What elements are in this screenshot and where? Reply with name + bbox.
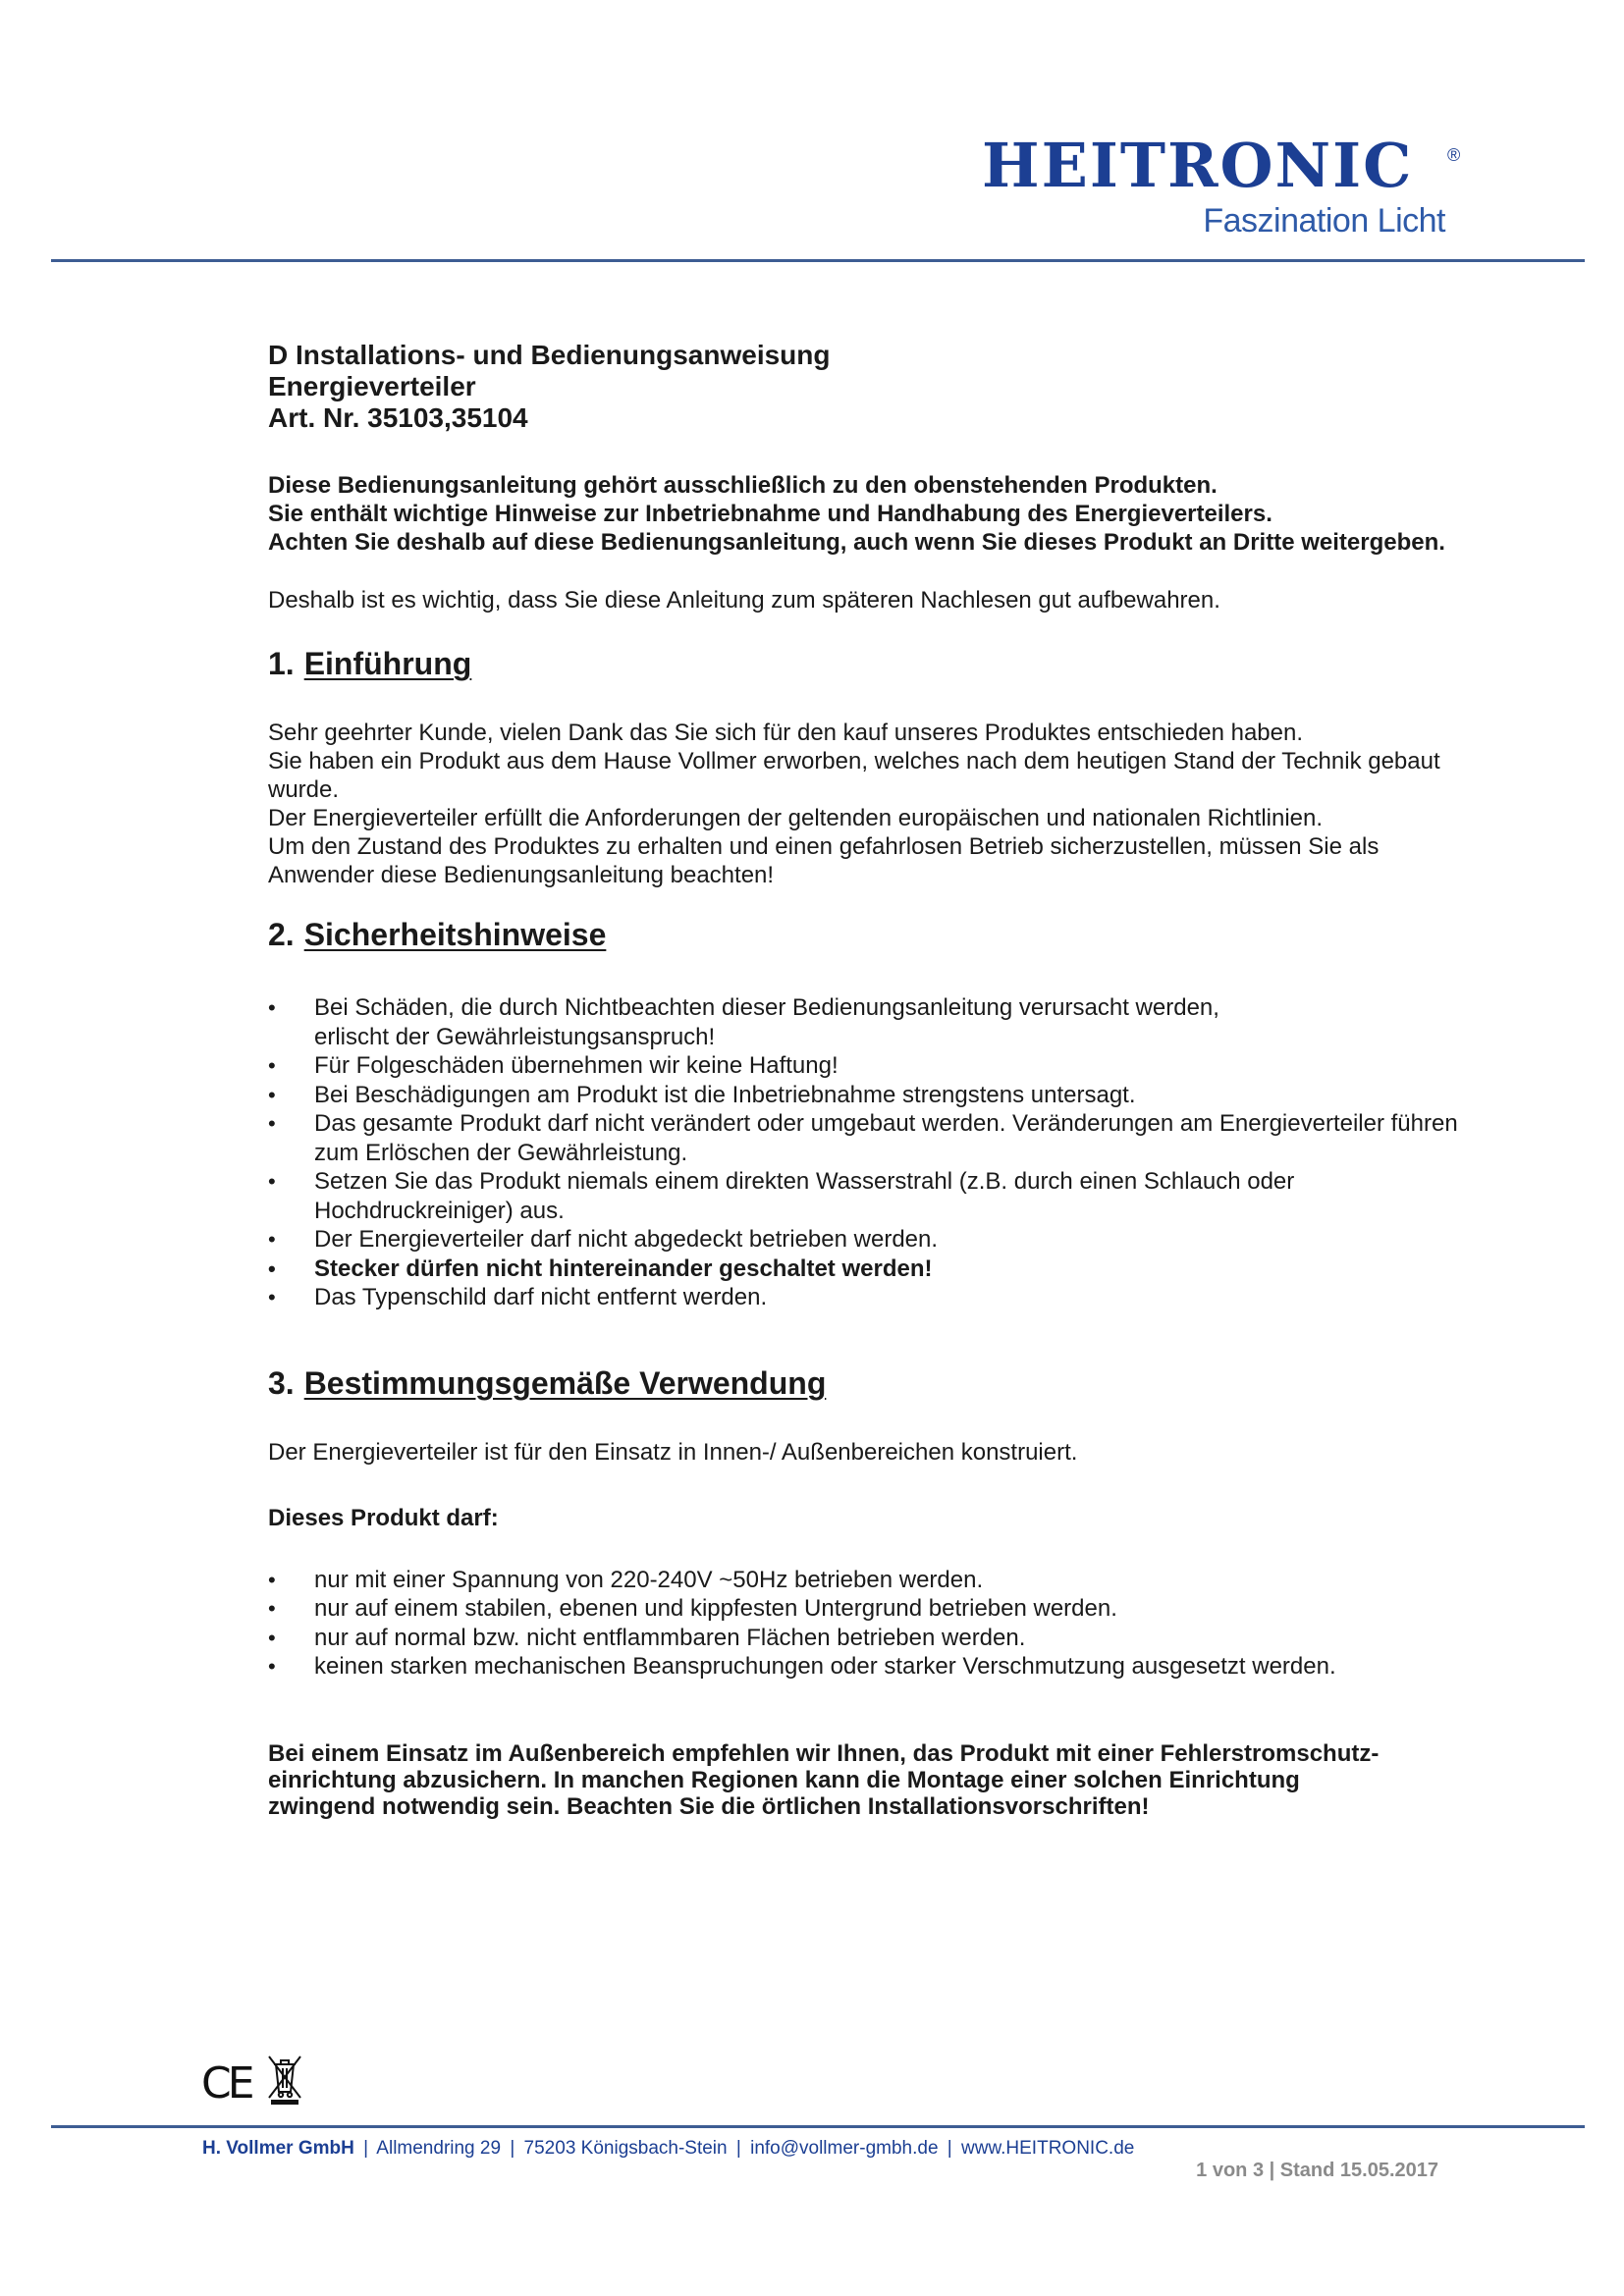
safety-list — [268, 993, 1466, 1312]
title-line-1: D Installations- und Bedienungsanweisung — [268, 340, 831, 370]
list-item: • Für Folgeschäden übernehmen wir keine Haftung! — [268, 1051, 1466, 1081]
section-2-heading — [268, 915, 1466, 954]
warning-line: Bei einem Einsatz im Außenbereich empfehlen wir Ihnen, das Produkt mit einer Fehlerstromschutz- — [268, 1739, 1380, 1767]
list-item: • nur auf einem stabilen, ebenen und kippfesten Untergrund betrieben werden. — [268, 1594, 1466, 1624]
separator: | — [363, 2138, 369, 2159]
company-name: H. Vollmer GmbH — [202, 2138, 354, 2159]
list-item: • nur auf normal bzw. nicht entflammbaren Flächen betrieben werden. — [268, 1624, 1466, 1653]
city-address: 75203 Königsbach-Stein — [523, 2138, 728, 2159]
title-line-3: Art. Nr. 35103,35104 — [268, 402, 528, 433]
paragraph-line: Der Energieverteiler erfüllt die Anforderungen der geltenden europäischen und nationalen Richtlinien. — [268, 805, 1324, 831]
paragraph-line: Um den Zustand des Produktes zu erhalten und einen gefahrlosen Betrieb sicherzustellen, müssen Sie als Anwender diese Bedienungsanleitung beachten! — [268, 833, 1380, 888]
usage-text: Der Energieverteiler ist für den Einsatz in Innen-/ Außenbereichen konstruiert. — [268, 1438, 1078, 1466]
brand-logo: HEITRONIC — [982, 130, 1414, 201]
ce-mark: CE — [201, 2058, 251, 2109]
website-link[interactable]: www.HEITRONIC.de — [961, 2138, 1135, 2159]
list-item: • Das gesamte Produkt darf nicht verändert oder umgebaut werden. Veränderungen am Energieverteiler führen zum Erlöschen der Gewährleistung. — [268, 1109, 1466, 1167]
list-item: • nur mit einer Spannung von 220-240V ~50Hz betrieben werden. — [268, 1566, 1466, 1595]
street-address: Allmendring 29 — [376, 2138, 502, 2159]
title-line-2: Energieverteiler — [268, 371, 476, 401]
list-item: • Der Energieverteiler darf nicht abgedeckt betrieben werden. — [268, 1225, 1466, 1255]
header-divider — [51, 259, 1585, 262]
intro-line: Sie enthält wichtige Hinweise zur Inbetriebnahme und Handhabung des Energieverteilers. — [268, 501, 1272, 527]
section-title: Sicherheitshinweise — [303, 917, 607, 952]
separator: | — [735, 2138, 741, 2159]
section-number: 1. — [268, 646, 295, 681]
warning-line: einrichtung abzusichern. In manchen Regionen kann die Montage einer solchen Einrichtung — [268, 1766, 1300, 1793]
registered-mark: ® — [1447, 145, 1461, 165]
section-title: Bestimmungsgemäße Verwendung — [303, 1364, 827, 1401]
intro-line: Achten Sie deshalb auf diese Bedienungsanleitung, auch wenn Sie dieses Produkt an Dritte weitergeben. — [268, 529, 1445, 556]
paragraph-line: Sehr geehrter Kunde, vielen Dank das Sie sich für den kauf unseres Produktes entschieden haben. — [268, 720, 1303, 746]
document-body — [268, 340, 1466, 1820]
section-1-heading — [268, 644, 1466, 683]
footer-divider — [51, 2125, 1585, 2128]
usage-subheading: Dieses Produkt darf: — [268, 1504, 499, 1531]
intro-keep-note: Deshalb ist es wichtig, dass Sie diese Anleitung zum späteren Nachlesen gut aufbewahren. — [268, 587, 1220, 614]
section-1-body — [268, 719, 1466, 889]
section-number: 2. — [268, 917, 295, 952]
intro-line: Diese Bedienungsanleitung gehört ausschließlich zu den obenstehenden Produkten. — [268, 472, 1218, 499]
list-item: • Bei Beschädigungen am Produkt ist die Inbetriebnahme strengstens untersagt. — [268, 1081, 1466, 1110]
email-link[interactable]: info@vollmer-gmbh.de — [750, 2138, 939, 2159]
usage-list — [268, 1566, 1466, 1682]
document-title — [268, 340, 1466, 434]
page-number-date: 1 von 3 | Stand 15.05.2017 — [1196, 2160, 1438, 2181]
section-3-heading — [268, 1363, 1466, 1403]
warning-line: zwingend notwendig sein. Beachten Sie die örtlichen Installationsvorschriften! — [268, 1792, 1150, 1820]
list-item: • Setzen Sie das Produkt niemals einem direkten Wasserstrahl (z.B. durch einen Schlauch oder Hochdruckreiniger) aus. — [268, 1167, 1466, 1225]
section-title: Einführung — [303, 646, 472, 681]
list-item: • Stecker dürfen nicht hintereinander geschaltet werden! — [268, 1255, 1466, 1284]
intro-notice — [268, 471, 1466, 557]
list-item: • Bei Schäden, die durch Nichtbeachten dieser Bedienungsanleitung verursacht werden, erlischt der Gewährleistungsanspruch! — [268, 993, 1466, 1051]
outdoor-warning — [268, 1740, 1466, 1820]
separator: | — [947, 2138, 952, 2159]
list-item: • keinen starken mechanischen Beanspruchungen oder starker Verschmutzung ausgesetzt werden. — [268, 1652, 1466, 1682]
weee-bin-icon — [265, 2053, 304, 2106]
brand-tagline: Faszination Licht — [1203, 202, 1445, 240]
paragraph-line: Sie haben ein Produkt aus dem Hause Vollmer erworben, welches nach dem heutigen Stand der Technik gebaut wurde. — [268, 748, 1440, 803]
list-item: • Das Typenschild darf nicht entfernt werden. — [268, 1283, 1466, 1312]
footer-contact — [202, 2138, 1134, 2160]
section-number: 3. — [268, 1364, 295, 1401]
separator: | — [510, 2138, 515, 2159]
